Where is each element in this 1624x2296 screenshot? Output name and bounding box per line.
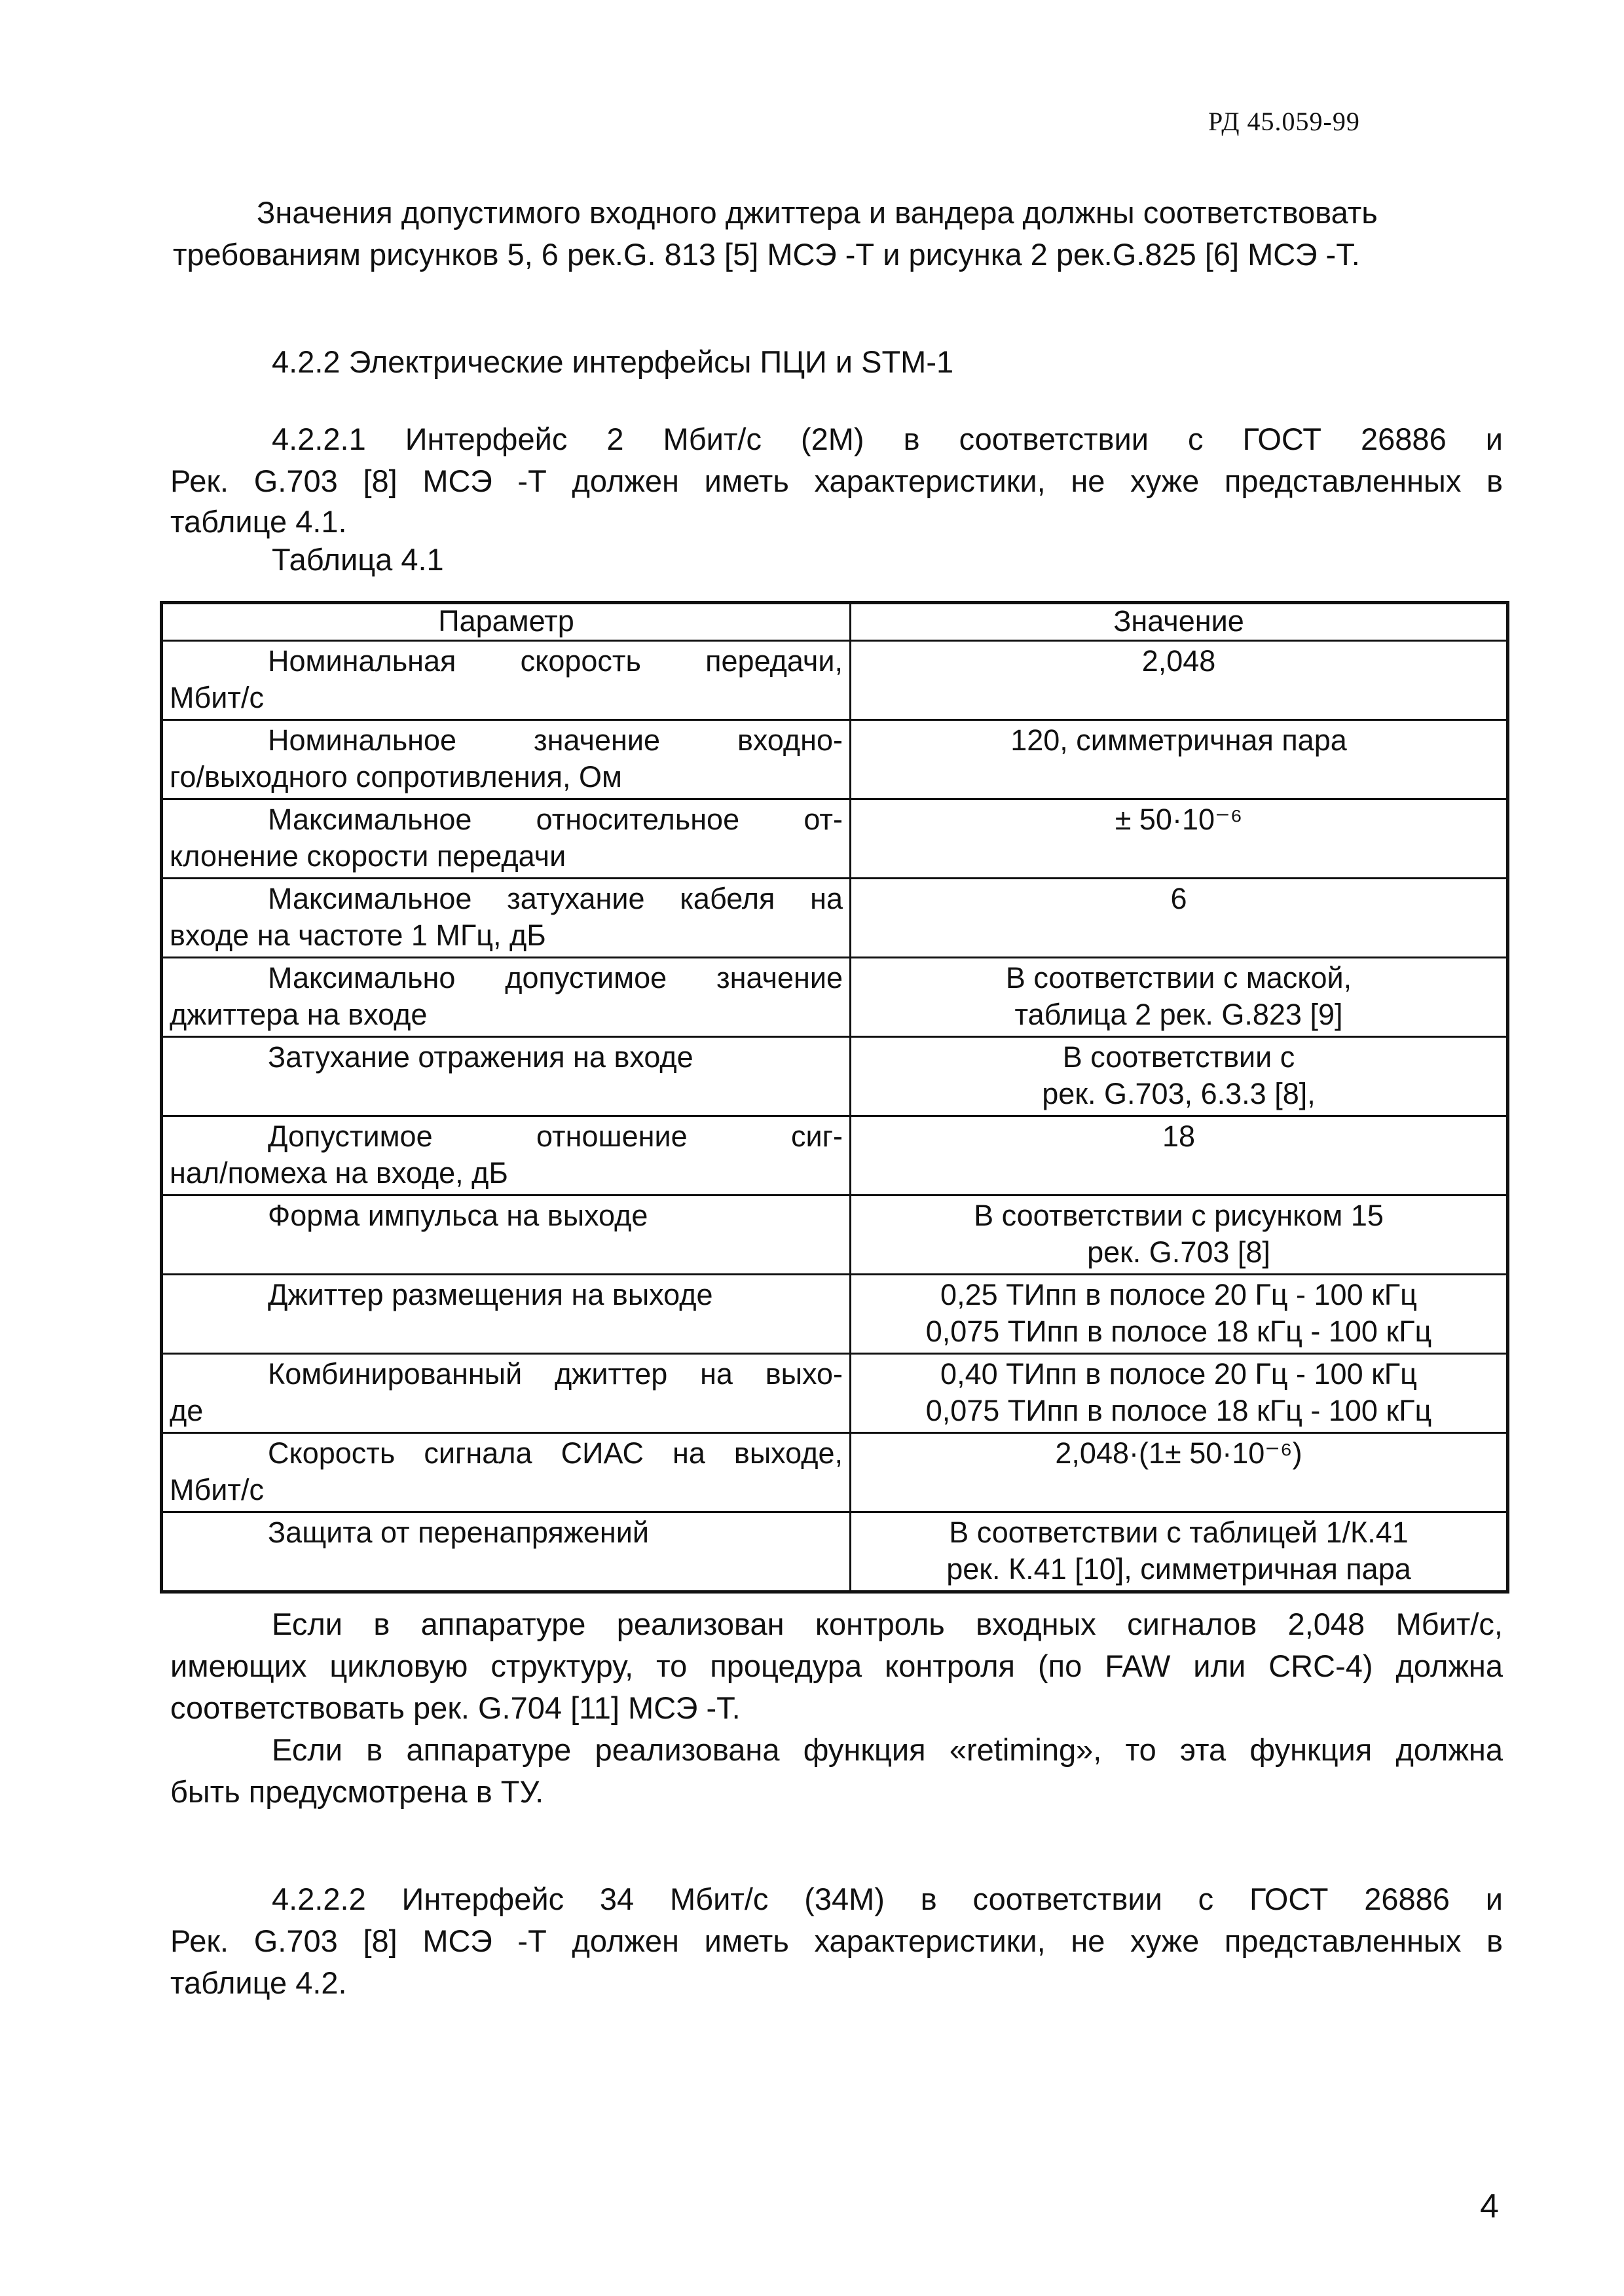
- table-row: [162, 1116, 1508, 1195]
- param-text: Форма импульса на выходе: [268, 1199, 648, 1232]
- after-table-p1-line-2: имеющих цикловую структуру, то процедура контроля (по FAW или CRC-4) должна: [170, 1649, 1503, 1683]
- value-cell: [851, 1275, 1508, 1354]
- table-row: [162, 1275, 1508, 1354]
- param-text: клонение скорости передачи: [170, 839, 566, 873]
- value-cell: [851, 958, 1508, 1037]
- param-cell: [162, 1433, 851, 1512]
- param-text: Комбинированный джиттер на выхо-: [268, 1357, 843, 1391]
- table-row: [162, 641, 1508, 720]
- value-text: таблица 2 рек. G.823 [9]: [1014, 998, 1343, 1031]
- para-4-2-2-2-line-1: 4.2.2.2 Интерфейс 34 Мбит/с (34М) в соответствии с ГОСТ 26886 и: [272, 1882, 1503, 1916]
- value-cell: [851, 1195, 1508, 1275]
- value-cell: [851, 1037, 1508, 1116]
- value-cell: [851, 1433, 1508, 1512]
- value-text: В соответствии с: [1062, 1040, 1295, 1074]
- param-cell: [162, 641, 851, 720]
- table-row: [162, 1354, 1508, 1433]
- param-text: Мбит/с: [170, 1473, 265, 1506]
- table-row: [162, 1195, 1508, 1275]
- param-text: нал/помеха на входе, дБ: [170, 1156, 508, 1190]
- value-text: рек. G.703 [8]: [1087, 1235, 1270, 1269]
- param-text: Джиттер размещения на выходе: [268, 1278, 713, 1311]
- param-text: Максимальное затухание кабеля на: [268, 882, 843, 915]
- param-cell: [162, 1275, 851, 1354]
- param-cell: [162, 1037, 851, 1116]
- table-caption: Таблица 4.1: [272, 542, 444, 577]
- table-row: [162, 799, 1508, 879]
- param-cell: [162, 1116, 851, 1195]
- value-cell: [851, 799, 1508, 879]
- param-text: Допустимое отношение сиг-: [268, 1120, 843, 1153]
- value-cell: [851, 641, 1508, 720]
- after-table-p2-line-2: быть предусмотрена в ТУ.: [170, 1774, 544, 1809]
- value-text: 120, симметричная пара: [1010, 723, 1347, 757]
- after-table-p1-line-1: Если в аппаратуре реализован контроль входных сигналов 2,048 Мбит/с,: [272, 1607, 1503, 1641]
- param-text: джиттера на входе: [170, 998, 428, 1031]
- param-cell: [162, 1512, 851, 1592]
- value-cell: [851, 879, 1508, 958]
- value-text: ± 50·10⁻⁶: [1115, 803, 1243, 836]
- value-text: 6: [1170, 882, 1187, 915]
- param-text: Защита от перенапряжений: [268, 1516, 649, 1549]
- value-cell: [851, 1512, 1508, 1592]
- section-heading: 4.2.2 Электрические интерфейсы ПЦИ и STM-1: [272, 344, 954, 379]
- param-text: го/выходного сопротивления, Ом: [170, 760, 622, 793]
- para-4-2-2-1-line-1: 4.2.2.1 Интерфейс 2 Мбит/с (2М) в соответствии с ГОСТ 26886 и: [272, 422, 1503, 456]
- after-table-p1-line-3: соответствовать рек. G.704 [11] МСЭ -Т.: [170, 1690, 741, 1725]
- value-text: В соответствии с маской,: [1005, 961, 1352, 994]
- value-text: В соответствии с рисунком 15: [974, 1199, 1384, 1232]
- value-text: 0,25 ТИпп в полосе 20 Гц - 100 кГц: [940, 1278, 1417, 1311]
- param-text: Максимально допустимое значение: [268, 961, 843, 994]
- table-row: [162, 879, 1508, 958]
- param-text: Максимальное относительное от-: [268, 803, 843, 836]
- table-row: [162, 1512, 1508, 1592]
- table-row: [162, 720, 1508, 799]
- param-cell: [162, 1195, 851, 1275]
- param-text: де: [170, 1394, 204, 1427]
- value-text: 0,075 ТИпп в полосе 18 кГц - 100 кГц: [925, 1394, 1432, 1427]
- value-cell: [851, 1116, 1508, 1195]
- intro-line-2: требованиям рисунков 5, 6 рек.G. 813 [5] МСЭ -Т и рисунка 2 рек.G.825 [6] МСЭ -Т.: [173, 237, 1360, 272]
- after-table-p2-line-1: Если в аппаратуре реализована функция «retiming», то эта функция должна: [272, 1732, 1503, 1767]
- value-cell: [851, 720, 1508, 799]
- param-cell: [162, 720, 851, 799]
- document-number: РД 45.059-99: [1208, 107, 1360, 136]
- param-text: Скорость сигнала СИАС на выходе,: [268, 1436, 843, 1470]
- para-4-2-2-1-line-2: Рек. G.703 [8] МСЭ -Т должен иметь характеристики, не хуже представленных в: [170, 464, 1503, 498]
- param-cell: [162, 799, 851, 879]
- intro-line-1: Значения допустимого входного джиттера и вандера должны соответствовать: [257, 195, 1378, 230]
- param-text: Номинальное значение входно-: [268, 723, 843, 757]
- table-row: [162, 958, 1508, 1037]
- value-cell: [851, 1354, 1508, 1433]
- param-text: Номинальная скорость передачи,: [268, 644, 843, 678]
- value-text: рек. К.41 [10], симметричная пара: [946, 1552, 1411, 1586]
- table-header-param: Параметр: [162, 603, 851, 641]
- param-text: входе на частоте 1 МГц, дБ: [170, 919, 546, 952]
- param-cell: [162, 879, 851, 958]
- value-text: В соответствии с таблицей 1/К.41: [949, 1516, 1409, 1549]
- table-row: [162, 1433, 1508, 1512]
- para-4-2-2-2-line-2: Рек. G.703 [8] МСЭ -Т должен иметь характеристики, не хуже представленных в: [170, 1923, 1503, 1958]
- value-text: 2,048: [1141, 644, 1216, 678]
- table-4-1: [160, 601, 1509, 1594]
- page-number: 4: [1480, 2187, 1499, 2225]
- value-text: 2,048·(1± 50·10⁻⁶): [1055, 1436, 1302, 1470]
- param-cell: [162, 958, 851, 1037]
- para-4-2-2-1-line-3: таблице 4.1.: [170, 504, 347, 539]
- table-header-value: Значение: [851, 603, 1508, 641]
- value-text: 0,075 ТИпп в полосе 18 кГц - 100 кГц: [925, 1315, 1432, 1348]
- value-text: рек. G.703, 6.3.3 [8],: [1042, 1077, 1316, 1110]
- para-4-2-2-2-line-3: таблице 4.2.: [170, 1965, 347, 2000]
- param-text: Затухание отражения на входе: [268, 1040, 693, 1074]
- value-text: 0,40 ТИпп в полосе 20 Гц - 100 кГц: [940, 1357, 1417, 1391]
- table-row: [162, 1037, 1508, 1116]
- param-cell: [162, 1354, 851, 1433]
- value-text: 18: [1162, 1120, 1196, 1153]
- param-text: Мбит/с: [170, 681, 265, 714]
